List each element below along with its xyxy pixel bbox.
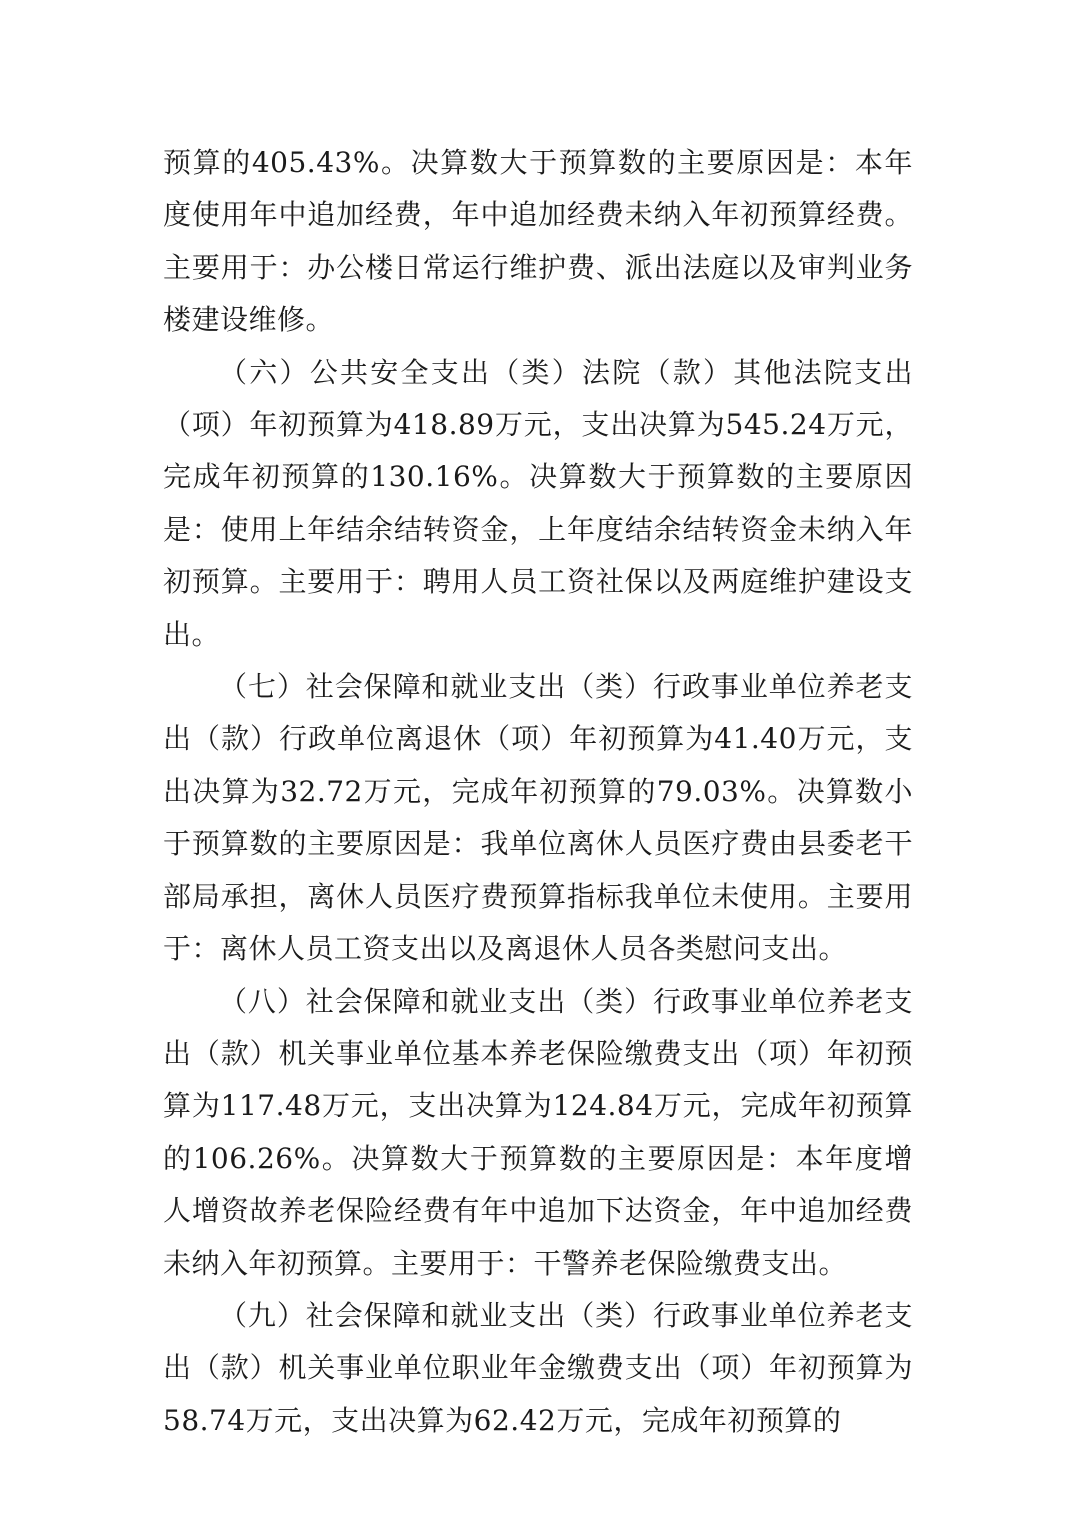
paragraph-nine-occupational-annuity: （九）社会保障和就业支出（类）行政事业单位养老支出（款）机关事业单位职业年金缴费支出（项）年初预算为58.74万元，支出决算为62.42万元，完成年初预算的 bbox=[163, 1298, 913, 1437]
body-text bbox=[163, 137, 913, 1447]
paragraph-continued: 预算的405.43%。决算数大于预算数的主要原因是：本年度使用年中追加经费，年中追加经费未纳入年初预算经费。主要用于：办公楼日常运行维护费、派出法庭以及审判业务楼建设维修。 bbox=[163, 146, 913, 337]
paragraph-six-public-safety: （六）公共安全支出（类）法院（款）其他法院支出（项）年初预算为418.89万元，支出决算为545.24万元，完成年初预算的130.16%。决算数大于预算数的主要原因是：使用上年结余结转资金，上年度结余结转资金未纳入年初预算。主要用于：聘用人员工资社保以及两庭维护建设支出。 bbox=[163, 355, 913, 651]
paragraph-eight-pension-insurance: （八）社会保障和就业支出（类）行政事业单位养老支出（款）机关事业单位基本养老保险缴费支出（项）年初预算为117.48万元，支出决算为124.84万元，完成年初预算的106.26%。决算数大于预算数的主要原因是：本年度增人增资故养老保险经费有年中追加下达资金，年中追加经费未纳入年初预算。主要用于：干警养老保险缴费支出。 bbox=[163, 984, 913, 1280]
paragraph-seven-retirement: （七）社会保障和就业支出（类）行政事业单位养老支出（款）行政单位离退休（项）年初预算为41.40万元，支出决算为32.72万元，完成年初预算的79.03%。决算数小于预算数的主要原因是：我单位离休人员医疗费由县委老干部局承担，离休人员医疗费预算指标我单位未使用。主要用于：离休人员工资支出以及离退休人员各类慰问支出。 bbox=[163, 670, 913, 966]
